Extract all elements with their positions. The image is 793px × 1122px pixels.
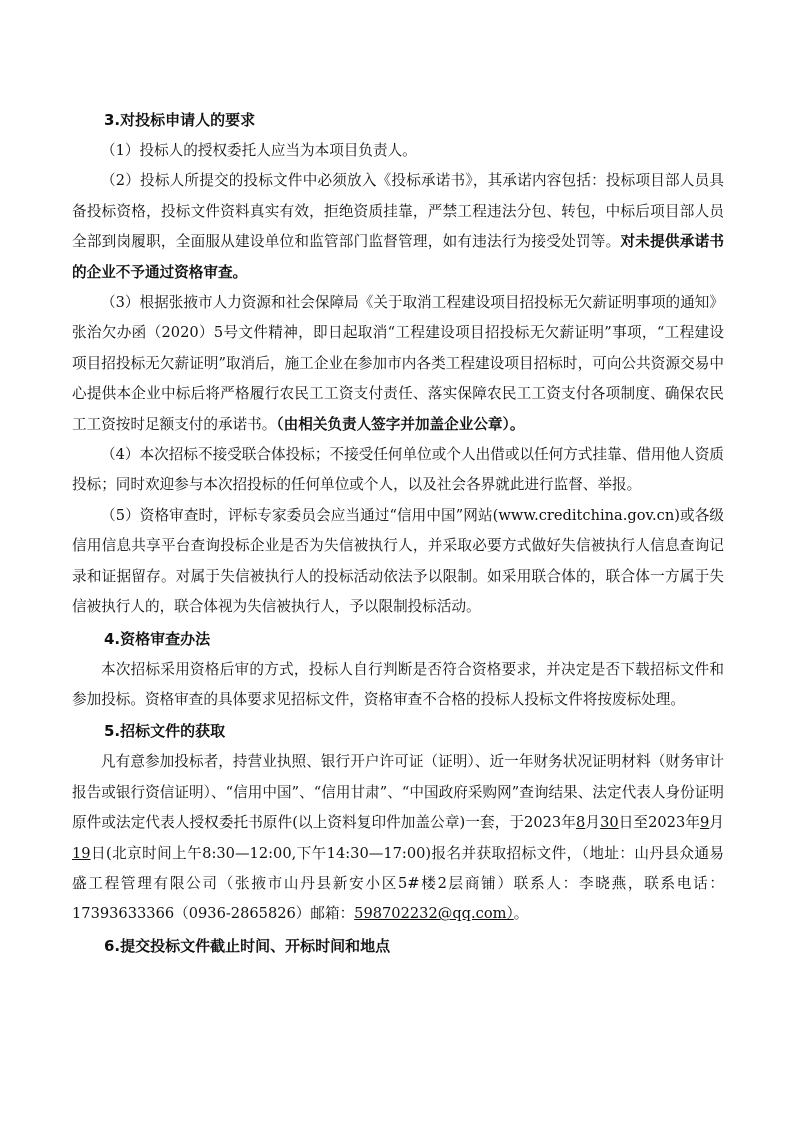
item-3-bold-note: （由相关负责人签字并加盖企业公章）。	[276, 415, 525, 433]
contact-email: 598702232@qq.com）	[354, 905, 514, 923]
s5-text-3: 日至2023年	[618, 814, 701, 832]
start-day: 30	[600, 814, 619, 832]
section-3-item-2	[72, 166, 724, 288]
s5-text-1: 凡有意参加投标者，持营业执照、银行开户许可证（证明）、近一年财务状况证明材料（财务审计报告或银行资信证明）、“信用中国”、“信用甘肃”、“中国政府采购网”查询结果、法定代表人身份证明原件或法定代表人授权委托书原件(以上资料复印件加盖公章)一套，于2023年	[72, 753, 724, 832]
item-3-text: （3）根据张掖市人力资源和社会保障局《关于取消工程建设项目招投标无欠薪证明事项的通知》张治欠办函（2020）5号文件精神，即日起取消“工程建设项目招投标无欠薪证明”事项，“工程建设项目招投标无欠薪证明”取消后，施工企业在参加市内各类工程建设项目招标时，可向公共资源交易中心提供本企业中标后将严格履行农民工工资支付责任、落实保障农民工工资支付各项制度、确保农民工工资按时足额支付的承诺书。	[72, 294, 724, 433]
document-body	[72, 104, 724, 962]
section-3-item-3	[72, 288, 724, 440]
s5-text-6: 。	[513, 905, 529, 923]
item-2-bold-note: 对未提供承诺书的企业不予通过资格审查。	[72, 233, 724, 281]
end-month: 9	[700, 814, 710, 832]
section-4-paragraph: 本次招标采用资格后审的方式，投标人自行判断是否符合资格要求，并决定是否下载招标文件和参加投标。资格审查的具体要求见招标文件，资格审查不合格的投标人投标文件将按废标处理。	[72, 660, 724, 708]
section-5-paragraph	[72, 747, 724, 929]
item-2-text: （2）投标人所提交的投标文件中必须放入《投标承诺书》，其承诺内容包括：投标项目部人员具备投标资格，投标文件资料真实有效，拒绝资质挂靠，严禁工程违法分包、转包，中标后项目部人员全部到岗履职，全面服从建设单位和监管部门监督管理，如有违法行为接受处罚等。	[72, 172, 724, 251]
section-3-item-5: （5）资格审查时，评标专家委员会应当通过“信用中国”网站(www.creditchina.gov.cn)或各级信用信息共享平台查询投标企业是否为失信被执行人，并采取必要方式做好失信被执行人信息查询记录和证据留存。对属于失信被执行人的投标活动依法予以限制。如采用联合体的，联合体一方属于失信被执行人的，联合体视为失信被执行人，予以限制投标活动。	[72, 506, 724, 616]
section-3-item-1: （1）投标人的授权委托人应当为本项目负责人。	[101, 142, 417, 159]
section-6-heading: 6.提交投标文件截止时间、开标时间和地点	[104, 936, 391, 955]
s5-text-5: 日(北京时间上午8:30—12:00,下午14:30—17:00)报名并获取招标文件，（地址：山丹县众通易盛工程管理有限公司（张掖市山丹县新安小区5#楼2层商铺）联系人：李晓燕，联系电话：17393633366（0936-2865826）邮箱：	[72, 844, 724, 923]
start-month: 8	[575, 814, 586, 832]
section-5-heading: 5.招标文件的获取	[104, 722, 226, 741]
s5-text-2: 月	[585, 814, 601, 832]
section-4-heading: 4.资格审查办法	[104, 629, 211, 648]
section-3-item-4: （4）本次招标不接受联合体投标；不接受任何单位或个人出借或以任何方式挂靠、借用他人资质投标；同时欢迎参与本次招投标的任何单位或个人，以及社会各界就此进行监督、举报。	[72, 446, 724, 494]
section-3-heading: 3.对投标申请人的要求	[104, 111, 256, 129]
end-day: 19	[72, 844, 91, 862]
s5-text-4: 月	[709, 814, 724, 832]
